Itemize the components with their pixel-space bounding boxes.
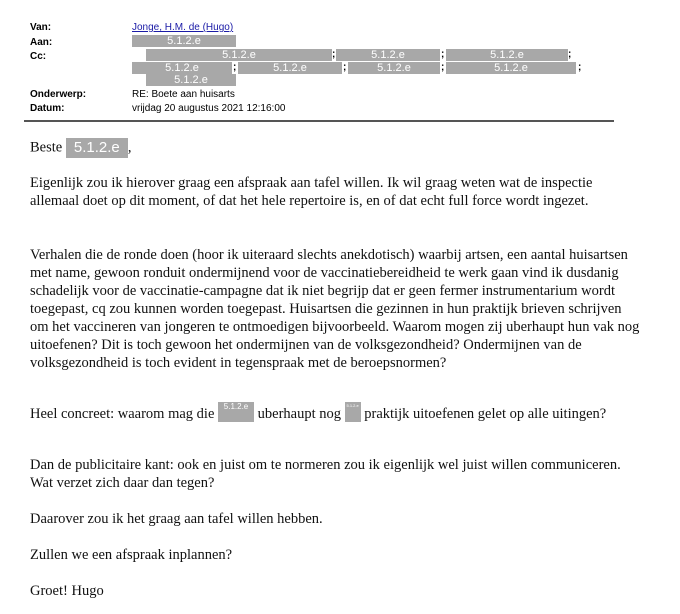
- redaction-cc-6: 5.1.2.e: [348, 62, 440, 74]
- paragraph-3-part-1: Heel concreet: waarom mag die: [30, 406, 215, 422]
- redaction-cc-3: 5.1.2.e: [446, 49, 568, 61]
- redaction-inline-2: 5.1.2.e: [345, 402, 361, 422]
- redaction-cc-7: 5.1.2.e: [446, 62, 576, 74]
- paragraph-5: Daarover zou ik het graag aan tafel willen hebben.: [30, 511, 323, 527]
- redaction-cc-2: 5.1.2.e: [336, 49, 440, 61]
- from-label: Van:: [30, 22, 52, 33]
- redaction-cc-5: 5.1.2.e: [238, 62, 342, 74]
- date-value: vrijdag 20 augustus 2021 12:16:00: [132, 103, 286, 114]
- paragraph-2: Verhalen die de ronde doen (hoor ik uiteraard slechts anekdotisch) waarbij artsen, een aantal huisartsen met name, gewoon ronduit ondermijnend voor de vaccinatiebereidheid te werk gaan vind ik dusdanig schadelijk voor de vaccinatie-campagne dat ik niet begrijp dat er geen fermer instrumentarium wordt toegepast, cq zou kunnen worden toegepast. Huisartsen die gezinnen in hun praktijk brieven schrijven om het vaccineren van jongeren te ontmoedigen bijvoorbeeld. Waarom mogen zij uberhaupt hun vak nog uitoefenen? Dit is toch gewoon het ondermijnen van de volksgezondheid? Ondermijnen van de volksgezondheid is toch evident in tegenspraak met de beroepsnormen?: [30, 247, 640, 371]
- email-header: [0, 0, 680, 130]
- cc-separator: ;: [343, 62, 347, 73]
- cc-separator: ;: [568, 49, 572, 60]
- header-divider: [24, 120, 614, 122]
- paragraph-6: Zullen we een afspraak inplannen?: [30, 547, 233, 563]
- cc-separator: ;: [441, 49, 445, 60]
- greeting-prefix: Beste: [30, 139, 63, 156]
- redaction-cc-8: 5.1.2.e: [146, 74, 236, 86]
- subject-value: RE: Boete aan huisarts: [132, 89, 235, 100]
- paragraph-3: [30, 402, 640, 423]
- cc-separator: ;: [578, 62, 582, 73]
- paragraph-3-part-3: praktijk uitoefenen gelet op alle uitingen?: [364, 406, 607, 422]
- signoff: Groet! Hugo: [30, 583, 104, 599]
- date-label: Datum:: [30, 103, 65, 114]
- redaction-cc-4: 5.1.2.e: [132, 62, 232, 74]
- redaction-inline-1: 5.1.2.e: [218, 402, 254, 422]
- cc-label: Cc:: [30, 51, 47, 62]
- cc-separator: ;: [233, 62, 237, 73]
- redaction-to: 5.1.2.e: [132, 35, 236, 47]
- from-link[interactable]: Jonge, H.M. de (Hugo): [132, 22, 234, 33]
- greeting: [30, 138, 640, 158]
- subject-label: Onderwerp:: [30, 89, 87, 100]
- redaction-name: 5.1.2.e: [66, 138, 128, 158]
- paragraph-4: Dan de publicitaire kant: ook en juist om te normeren zou ik eigenlijk wel juist willen communiceren. Wat verzet zich daar dan tegen?: [30, 457, 621, 491]
- greeting-suffix: ,: [127, 139, 132, 156]
- cc-separator: ;: [441, 62, 445, 73]
- redaction-cc-1: 5.1.2.e: [146, 49, 332, 61]
- to-label: Aan:: [30, 37, 53, 48]
- paragraph-3-part-2: uberhaupt nog: [257, 406, 341, 422]
- paragraph-1: Eigenlijk zou ik hierover graag een afspraak aan tafel willen. Ik wil graag weten wat de inspectie allemaal doet op dit moment, of dat het hele repertoire is, en of dat echt full force wordt ingezet.: [30, 175, 593, 209]
- cc-separator: ;: [332, 49, 336, 60]
